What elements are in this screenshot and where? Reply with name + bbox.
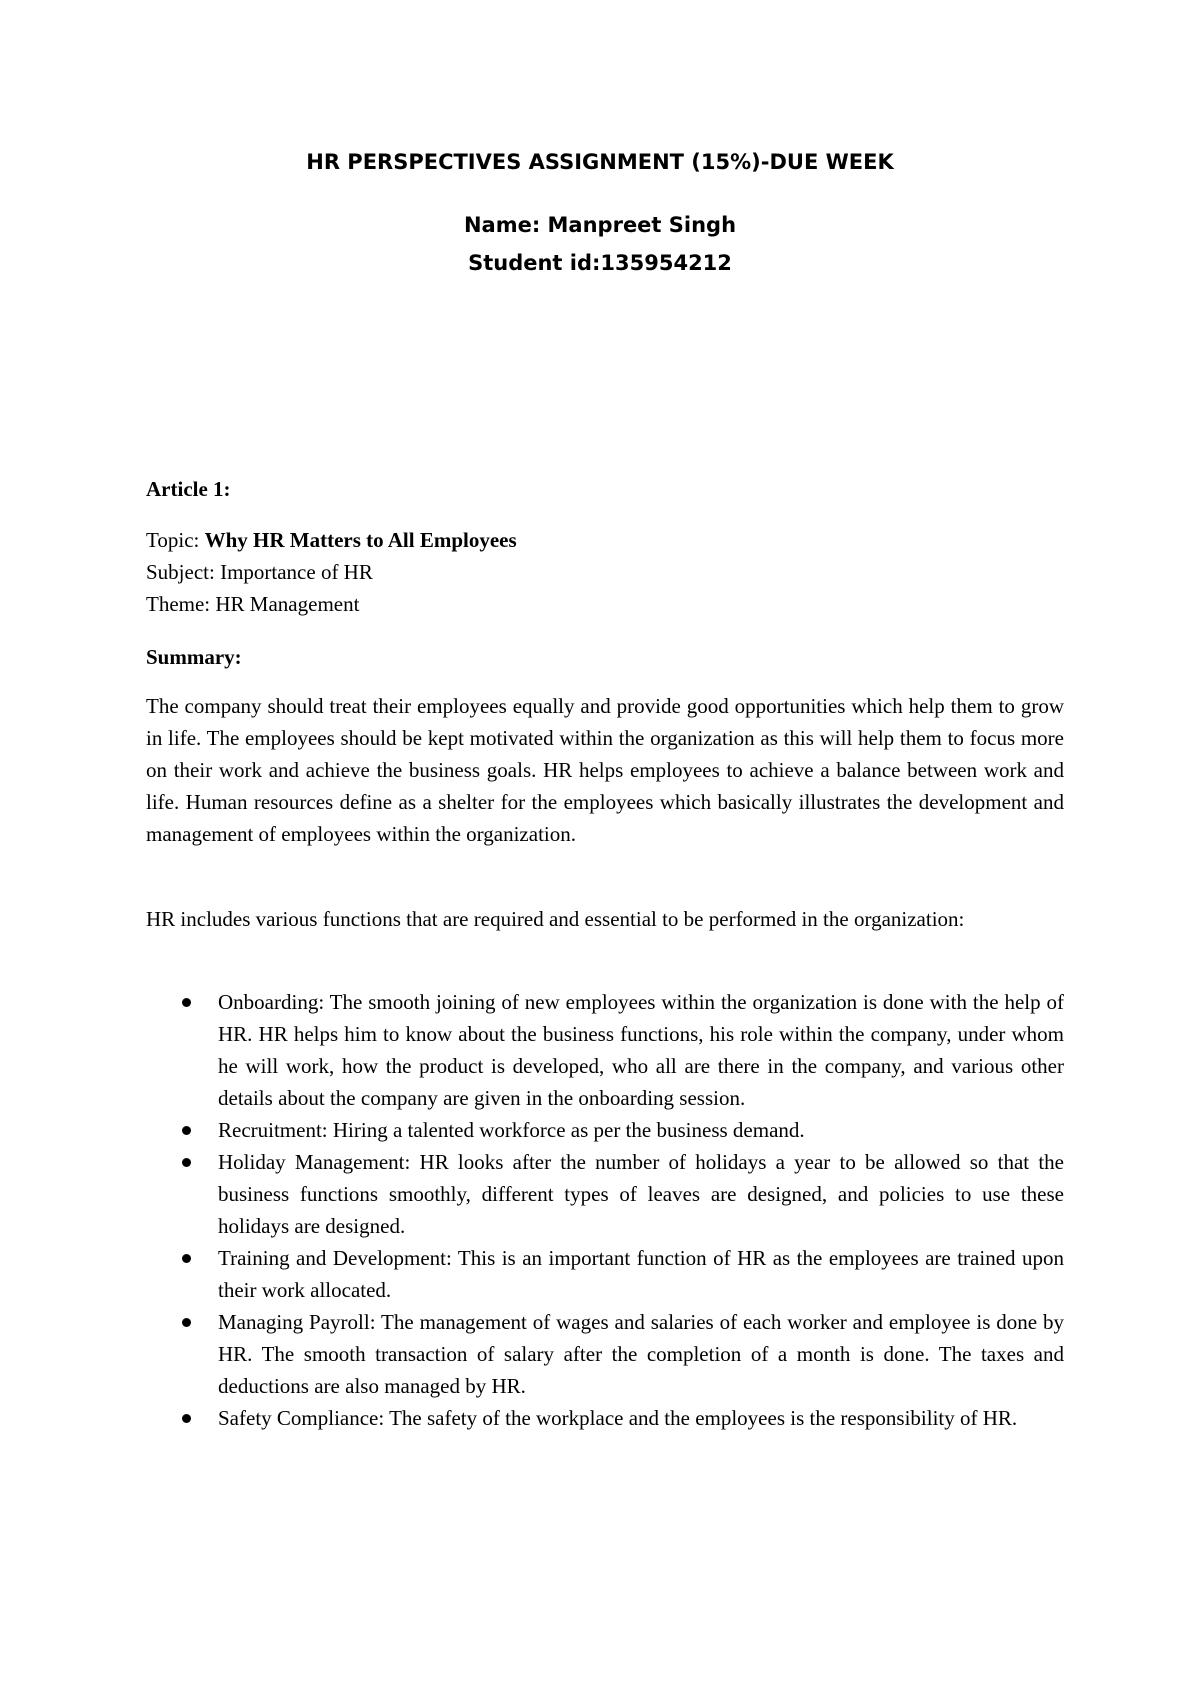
bullet-icon xyxy=(182,1318,191,1327)
list-item xyxy=(146,1306,1064,1402)
list-item-text: Onboarding: The smooth joining of new employees within the organization is done with the help of HR. HR helps him to know about the business functions, his role within the company, under whom he will work, how the product is developed, who all are there in the company, and various other details about the company are given in the onboarding session. xyxy=(218,990,1064,1110)
bullet-icon xyxy=(182,1414,191,1423)
list-item-text: Recruitment: Hiring a talented workforce as per the business demand. xyxy=(218,1118,805,1142)
list-item-text: Holiday Management: HR looks after the number of holidays a year to be allowed so that the business functions smoothly, different types of leaves are designed, and policies to use these holidays are designed. xyxy=(218,1150,1064,1238)
article-heading: Article 1: xyxy=(146,477,231,501)
bullet-icon xyxy=(182,1158,191,1167)
list-item xyxy=(146,1146,1064,1242)
topic-line xyxy=(146,524,1064,556)
list-item-text: Training and Development: This is an important function of HR as the employees are trained upon their work allocated. xyxy=(218,1246,1064,1302)
bullet-icon xyxy=(182,998,191,1007)
list-item xyxy=(146,1242,1064,1306)
functions-list xyxy=(146,986,1064,1434)
student-id: Student id:135954212 xyxy=(468,251,732,275)
assignment-title: HR PERSPECTIVES ASSIGNMENT (15%)-DUE WEEK xyxy=(306,150,894,174)
article-meta xyxy=(146,524,1064,620)
theme-line: Theme: HR Management xyxy=(146,592,360,616)
summary-paragraph: The company should treat their employees equally and provide good opportunities which help them to grow in life. The employees should be kept motivated within the organization as this will help them to focus more on their work and achieve the business goals. HR helps employees to achieve a balance between work and life. Human resources define as a shelter for the employees which basically illustrates the development and management of employees within the organization. xyxy=(146,694,1064,846)
bullet-icon xyxy=(182,1126,191,1135)
summary-heading: Summary: xyxy=(146,645,242,669)
list-item xyxy=(146,1402,1064,1434)
topic-label: Topic: xyxy=(146,528,205,552)
list-item xyxy=(146,986,1064,1114)
bullet-icon xyxy=(182,1254,191,1263)
list-item-text: Managing Payroll: The management of wages and salaries of each worker and employee is done by HR. The smooth transaction of salary after the completion of a month is done. The taxes and deductions are also managed by HR. xyxy=(218,1310,1064,1398)
subject-line: Subject: Importance of HR xyxy=(146,560,373,584)
list-item-text: Safety Compliance: The safety of the workplace and the employees is the responsibility of HR. xyxy=(218,1406,1018,1430)
topic-value: Why HR Matters to All Employees xyxy=(204,528,517,552)
student-name: Name: Manpreet Singh xyxy=(463,213,737,237)
functions-intro: HR includes various functions that are required and essential to be performed in the organization: xyxy=(146,907,965,931)
list-item xyxy=(146,1114,1064,1146)
